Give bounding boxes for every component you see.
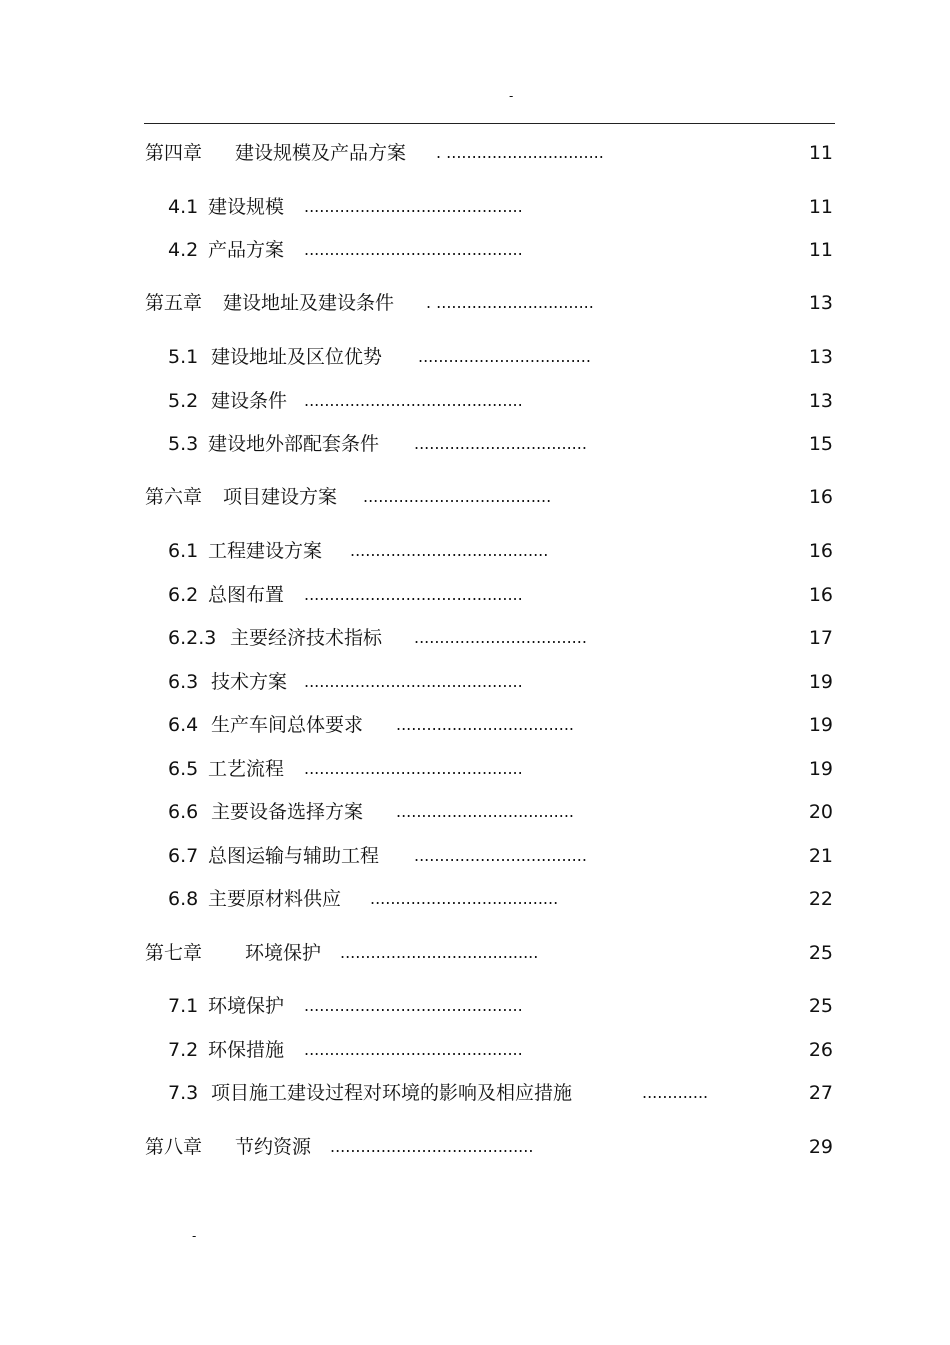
toc-entry-number: 5.1 [168, 346, 199, 368]
toc-entry-page: 19 [808, 758, 833, 780]
toc-entry-page: 21 [808, 845, 833, 867]
toc-entry-title: 生产车间总体要求 [211, 714, 364, 736]
toc-entry-title: 项目建设方案 [223, 486, 338, 508]
toc-entry-title: 项目施工建设过程对环境的影响及相应措施 [211, 1082, 573, 1104]
toc-entry-number: 6.5 [168, 758, 199, 780]
toc-entry-page: 11 [808, 196, 833, 218]
toc-entry-leader: . ............................... [436, 143, 604, 162]
toc-entry-leader: ........................................... [304, 996, 523, 1015]
toc-entry-page: 29 [808, 1136, 833, 1158]
toc-entry-number: 7.2 [168, 1039, 199, 1061]
toc-entry-page: 20 [808, 801, 833, 823]
toc-entry-page: 13 [808, 292, 833, 314]
toc-entry-page: 15 [808, 433, 833, 455]
toc-entry-title: 总图运输与辅助工程 [208, 845, 380, 867]
toc-entry-number: 5.3 [168, 433, 199, 455]
toc-entry-title: 工艺流程 [208, 758, 285, 780]
toc-entry-leader: ................................... [396, 715, 575, 734]
toc-entry-leader: ............. [642, 1083, 709, 1102]
toc-entry-title: 环保措施 [208, 1039, 285, 1061]
toc-entry-title: 建设规模 [208, 196, 285, 218]
toc-entry-number: 6.4 [168, 714, 199, 736]
toc-entry-title: 产品方案 [208, 239, 285, 261]
toc-entry-title: 环境保护 [245, 942, 322, 964]
toc-entry-page: 13 [808, 390, 833, 412]
toc-entry-title: 环境保护 [208, 995, 285, 1017]
toc-entry-number: 第六章 [145, 486, 203, 508]
toc-entry-number: 6.8 [168, 888, 199, 910]
toc-entry-leader: ....................................... [350, 541, 549, 560]
toc-entry-leader: ........................................... [304, 759, 523, 778]
toc-entry-title: 建设地址及建设条件 [223, 292, 395, 314]
toc-entry-number: 6.2.3 [168, 627, 217, 649]
toc-entry-leader: ........................................... [304, 672, 523, 691]
toc-entry-leader: ..................................... [363, 487, 552, 506]
toc-entry-title: 主要原材料供应 [208, 888, 342, 910]
toc-entry-number: 6.1 [168, 540, 199, 562]
toc-entry-title: 总图布置 [208, 584, 285, 606]
toc-entry-title: 建设条件 [211, 390, 288, 412]
toc-entry-title: 建设规模及产品方案 [235, 142, 407, 164]
toc-entry-title: 主要经济技术指标 [230, 627, 383, 649]
toc-entry-number: 第七章 [145, 942, 203, 964]
toc-entry-leader: ........................................... [304, 1040, 523, 1059]
toc-entry-page: 25 [808, 995, 833, 1017]
toc-entry-leader: ........................................ [330, 1137, 534, 1156]
footer-mark: - [192, 1229, 197, 1243]
toc-entry-page: 11 [808, 142, 833, 164]
toc-entry-number: 4.1 [168, 196, 199, 218]
toc-entry-leader: . ............................... [426, 293, 594, 312]
toc-entry-page: 11 [808, 239, 833, 261]
toc-entry-page: 13 [808, 346, 833, 368]
toc-entry-page: 19 [808, 714, 833, 736]
toc-entry-title: 主要设备选择方案 [211, 801, 364, 823]
toc-entry-leader: ..................................... [370, 889, 559, 908]
toc-entry-title: 工程建设方案 [208, 540, 323, 562]
toc-entry-number: 第四章 [145, 142, 203, 164]
toc-entry-title: 建设地外部配套条件 [208, 433, 380, 455]
toc-entry-leader: ....................................... [340, 943, 539, 962]
toc-entry-leader: ................................... [396, 802, 575, 821]
toc-entry-leader: .................................. [418, 347, 591, 366]
toc-entry-title: 节约资源 [235, 1136, 312, 1158]
toc-entry-page: 19 [808, 671, 833, 693]
toc-entry-page: 17 [808, 627, 833, 649]
toc-entry-number: 6.2 [168, 584, 199, 606]
toc-entry-title: 建设地址及区位优势 [211, 346, 383, 368]
toc-entry-number: 6.6 [168, 801, 199, 823]
toc-entry-title: 技术方案 [211, 671, 288, 693]
toc-entry-leader: .................................. [414, 846, 587, 865]
toc-entry-page: 25 [808, 942, 833, 964]
toc-entry-leader: ........................................... [304, 391, 523, 410]
header-mark: - [509, 89, 514, 103]
toc-entry-number: 6.7 [168, 845, 199, 867]
toc-entry-page: 26 [808, 1039, 833, 1061]
toc-entry-number: 7.1 [168, 995, 199, 1017]
toc-entry-number: 7.3 [168, 1082, 199, 1104]
toc-entry-number: 第五章 [145, 292, 203, 314]
toc-entry-number: 4.2 [168, 239, 199, 261]
toc-entry-page: 16 [808, 540, 833, 562]
toc-entry-leader: .................................. [414, 434, 587, 453]
toc-entry-leader: .................................. [414, 628, 587, 647]
toc-entry-page: 16 [808, 486, 833, 508]
toc-entry-number: 5.2 [168, 390, 199, 412]
toc-entry-leader: ........................................... [304, 240, 523, 259]
toc-entry-page: 22 [808, 888, 833, 910]
toc-entry-number: 6.3 [168, 671, 199, 693]
toc-entry-leader: ........................................... [304, 197, 523, 216]
toc-entry-number: 第八章 [145, 1136, 203, 1158]
toc-entry-leader: ........................................... [304, 585, 523, 604]
toc-entry-page: 16 [808, 584, 833, 606]
toc-entry-page: 27 [808, 1082, 833, 1104]
